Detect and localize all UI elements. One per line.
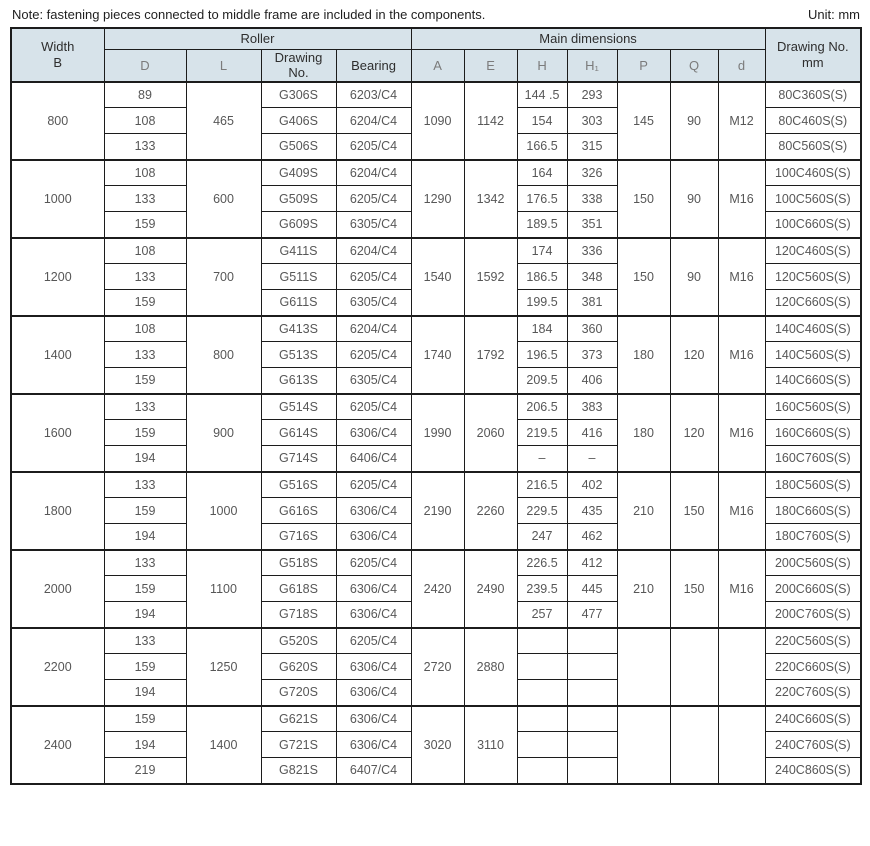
dim-h-cell: 186.5 — [517, 264, 567, 290]
dim-h1-cell: 293 — [567, 82, 617, 108]
bearing-cell: 6306/C4 — [336, 524, 411, 550]
header-col-h: H — [517, 49, 567, 82]
roller-drawing-cell: G721S — [261, 732, 336, 758]
dim-e-cell: 2060 — [464, 394, 517, 472]
roller-d-cell: 89 — [104, 82, 186, 108]
bearing-cell: 6306/C4 — [336, 706, 411, 732]
dim-q-cell: 90 — [670, 238, 718, 316]
roller-drawing-cell: G611S — [261, 290, 336, 316]
dim-a-cell: 1740 — [411, 316, 464, 394]
roller-d-cell: 194 — [104, 446, 186, 472]
roller-d-cell: 108 — [104, 316, 186, 342]
drawing-no-cell: 220C760S(S) — [765, 680, 861, 706]
width-b-cell: 1600 — [11, 394, 104, 472]
drawing-no-cell: 100C660S(S) — [765, 212, 861, 238]
roller-d-cell: 159 — [104, 498, 186, 524]
bearing-cell: 6306/C4 — [336, 680, 411, 706]
dim-p-cell — [617, 706, 670, 784]
width-b-cell: 2200 — [11, 628, 104, 706]
roller-d-cell: 133 — [104, 186, 186, 212]
dim-p-cell: 180 — [617, 316, 670, 394]
drawing-no-cell: 240C760S(S) — [765, 732, 861, 758]
dim-h1-cell — [567, 654, 617, 680]
bearing-cell: 6406/C4 — [336, 446, 411, 472]
bearing-cell: 6306/C4 — [336, 498, 411, 524]
dim-h-cell: 176.5 — [517, 186, 567, 212]
dim-a-cell: 2420 — [411, 550, 464, 628]
roller-d-cell: 159 — [104, 576, 186, 602]
dim-q-cell: 90 — [670, 160, 718, 238]
drawing-no-cell: 180C760S(S) — [765, 524, 861, 550]
dim-p-cell: 150 — [617, 160, 670, 238]
dim-h-cell: 174 — [517, 238, 567, 264]
table-row — [11, 238, 861, 264]
roller-d-cell: 159 — [104, 420, 186, 446]
drawing-no-cell: 200C560S(S) — [765, 550, 861, 576]
dim-p-cell: 210 — [617, 472, 670, 550]
bearing-cell: 6204/C4 — [336, 160, 411, 186]
bearing-cell: 6205/C4 — [336, 186, 411, 212]
table-row — [11, 394, 861, 420]
dim-h-cell: 226.5 — [517, 550, 567, 576]
roller-d-cell: 108 — [104, 238, 186, 264]
roller-d-cell: 133 — [104, 264, 186, 290]
drawing-no-cell: 80C360S(S) — [765, 82, 861, 108]
roller-drawing-cell: G509S — [261, 186, 336, 212]
dim-d-thread-cell: M16 — [718, 550, 765, 628]
dim-h-cell: 229.5 — [517, 498, 567, 524]
dim-h-cell — [517, 732, 567, 758]
dim-h1-cell: 477 — [567, 602, 617, 628]
header-col-d-thread: d — [718, 49, 765, 82]
roller-drawing-cell: G620S — [261, 654, 336, 680]
drawing-no-cell: 180C560S(S) — [765, 472, 861, 498]
dim-h-cell: 154 — [517, 108, 567, 134]
header-col-q: Q — [670, 49, 718, 82]
roller-l-cell: 1000 — [186, 472, 261, 550]
roller-drawing-cell: G718S — [261, 602, 336, 628]
dim-h1-cell: 338 — [567, 186, 617, 212]
dim-h-cell: 209.5 — [517, 368, 567, 394]
roller-drawing-cell: G714S — [261, 446, 336, 472]
drawing-no-cell: 160C760S(S) — [765, 446, 861, 472]
bearing-cell: 6204/C4 — [336, 238, 411, 264]
drawing-no-cell: 240C860S(S) — [765, 758, 861, 784]
roller-drawing-cell: G506S — [261, 134, 336, 160]
dim-d-thread-cell: M16 — [718, 238, 765, 316]
drawing-no-cell: 160C660S(S) — [765, 420, 861, 446]
header-col-l: L — [186, 49, 261, 82]
dim-h1-cell: 336 — [567, 238, 617, 264]
roller-d-cell: 194 — [104, 732, 186, 758]
bearing-cell: 6305/C4 — [336, 290, 411, 316]
dim-e-cell: 2880 — [464, 628, 517, 706]
bearing-cell: 6306/C4 — [336, 576, 411, 602]
roller-drawing-cell: G621S — [261, 706, 336, 732]
header-col-a: A — [411, 49, 464, 82]
dim-h1-cell: 412 — [567, 550, 617, 576]
drawing-no-cell: 140C660S(S) — [765, 368, 861, 394]
dim-q-cell — [670, 628, 718, 706]
dim-d-thread-cell: M16 — [718, 472, 765, 550]
roller-d-cell: 194 — [104, 524, 186, 550]
dim-h-cell: 206.5 — [517, 394, 567, 420]
roller-drawing-cell: G616S — [261, 498, 336, 524]
roller-drawing-cell: G406S — [261, 108, 336, 134]
roller-drawing-cell: G821S — [261, 758, 336, 784]
width-b-cell: 2000 — [11, 550, 104, 628]
width-b-cell: 1800 — [11, 472, 104, 550]
roller-drawing-cell: G613S — [261, 368, 336, 394]
roller-l-cell: 700 — [186, 238, 261, 316]
roller-l-cell: 600 — [186, 160, 261, 238]
dim-d-thread-cell: M16 — [718, 316, 765, 394]
table-header — [11, 28, 861, 82]
dim-e-cell: 3110 — [464, 706, 517, 784]
roller-drawing-cell: G514S — [261, 394, 336, 420]
dim-h-cell — [517, 758, 567, 784]
dim-h-cell — [517, 628, 567, 654]
bearing-cell: 6205/C4 — [336, 134, 411, 160]
dim-h-cell: 216.5 — [517, 472, 567, 498]
table-row — [11, 628, 861, 654]
dim-d-thread-cell — [718, 706, 765, 784]
bearing-cell: 6204/C4 — [336, 316, 411, 342]
header-col-d-diameter: D — [104, 49, 186, 82]
header-drawing-no-mm: Drawing No. mm — [765, 28, 861, 82]
dim-a-cell: 1290 — [411, 160, 464, 238]
roller-d-cell: 159 — [104, 368, 186, 394]
roller-d-cell: 108 — [104, 108, 186, 134]
dim-h1-cell — [567, 706, 617, 732]
drawing-no-cell: 220C660S(S) — [765, 654, 861, 680]
width-b-cell: 1200 — [11, 238, 104, 316]
roller-drawing-cell: G716S — [261, 524, 336, 550]
bearing-cell: 6205/C4 — [336, 550, 411, 576]
dim-h1-cell: 315 — [567, 134, 617, 160]
bearing-cell: 6205/C4 — [336, 472, 411, 498]
dim-p-cell: 150 — [617, 238, 670, 316]
dim-h1-cell: 373 — [567, 342, 617, 368]
drawing-no-cell: 180C660S(S) — [765, 498, 861, 524]
dim-h-cell: 164 — [517, 160, 567, 186]
roller-drawing-cell: G720S — [261, 680, 336, 706]
dim-q-cell: 150 — [670, 550, 718, 628]
dim-h-cell: 219.5 — [517, 420, 567, 446]
dim-a-cell: 2190 — [411, 472, 464, 550]
drawing-no-cell: 140C560S(S) — [765, 342, 861, 368]
dim-q-cell: 120 — [670, 394, 718, 472]
dim-h1-cell: 303 — [567, 108, 617, 134]
bearing-cell: 6203/C4 — [336, 82, 411, 108]
dim-h1-cell: 402 — [567, 472, 617, 498]
dim-a-cell: 2720 — [411, 628, 464, 706]
roller-l-cell: 465 — [186, 82, 261, 160]
dim-q-cell: 150 — [670, 472, 718, 550]
bearing-cell: 6205/C4 — [336, 342, 411, 368]
width-b-cell: 2400 — [11, 706, 104, 784]
dim-h1-cell — [567, 758, 617, 784]
header-col-p: P — [617, 49, 670, 82]
roller-l-cell: 900 — [186, 394, 261, 472]
roller-drawing-cell: G614S — [261, 420, 336, 446]
roller-drawing-cell: G411S — [261, 238, 336, 264]
dim-h1-cell: 381 — [567, 290, 617, 316]
table-body — [11, 82, 861, 784]
roller-drawing-cell: G516S — [261, 472, 336, 498]
drawing-no-cell: 200C660S(S) — [765, 576, 861, 602]
drawing-no-cell: 220C560S(S) — [765, 628, 861, 654]
dim-a-cell: 1090 — [411, 82, 464, 160]
dim-h1-cell — [567, 628, 617, 654]
dim-h1-cell — [567, 732, 617, 758]
roller-drawing-cell: G520S — [261, 628, 336, 654]
drawing-no-cell: 100C460S(S) — [765, 160, 861, 186]
table-row — [11, 316, 861, 342]
drawing-no-cell: 200C760S(S) — [765, 602, 861, 628]
roller-d-cell: 159 — [104, 212, 186, 238]
dim-h-cell — [517, 680, 567, 706]
header-col-bearing: Bearing — [336, 49, 411, 82]
roller-drawing-cell: G413S — [261, 316, 336, 342]
drawing-no-cell: 140C460S(S) — [765, 316, 861, 342]
roller-d-cell: 159 — [104, 706, 186, 732]
bearing-cell: 6205/C4 — [336, 394, 411, 420]
dim-h-cell: 239.5 — [517, 576, 567, 602]
roller-l-cell: 1100 — [186, 550, 261, 628]
bearing-cell: 6306/C4 — [336, 654, 411, 680]
unit-label: Unit: mm — [808, 7, 860, 22]
dim-a-cell: 1990 — [411, 394, 464, 472]
dim-h-cell: 196.5 — [517, 342, 567, 368]
dim-h1-cell: 435 — [567, 498, 617, 524]
drawing-no-cell: 240C660S(S) — [765, 706, 861, 732]
bearing-cell: 6305/C4 — [336, 212, 411, 238]
width-b-cell: 800 — [11, 82, 104, 160]
drawing-no-cell: 120C660S(S) — [765, 290, 861, 316]
header-col-e: E — [464, 49, 517, 82]
dim-h-cell: 144 .5 — [517, 82, 567, 108]
dim-h-cell: – — [517, 446, 567, 472]
header-col-h1: H₁ — [567, 49, 617, 82]
dim-e-cell: 1342 — [464, 160, 517, 238]
bearing-cell: 6205/C4 — [336, 264, 411, 290]
dim-q-cell: 120 — [670, 316, 718, 394]
dim-h1-cell: 348 — [567, 264, 617, 290]
dim-a-cell: 1540 — [411, 238, 464, 316]
roller-d-cell: 194 — [104, 602, 186, 628]
header-main-dimensions-group: Main dimensions — [411, 28, 765, 49]
drawing-no-cell: 100C560S(S) — [765, 186, 861, 212]
roller-l-cell: 800 — [186, 316, 261, 394]
dim-p-cell: 180 — [617, 394, 670, 472]
table-row — [11, 550, 861, 576]
roller-dimensions-table — [10, 27, 862, 785]
roller-d-cell: 108 — [104, 160, 186, 186]
drawing-no-cell: 80C460S(S) — [765, 108, 861, 134]
roller-drawing-cell: G513S — [261, 342, 336, 368]
roller-l-cell: 1400 — [186, 706, 261, 784]
dim-h1-cell: 416 — [567, 420, 617, 446]
roller-d-cell: 133 — [104, 550, 186, 576]
table-row — [11, 82, 861, 108]
table-caption-bar — [10, 5, 860, 27]
roller-d-cell: 219 — [104, 758, 186, 784]
note-text: Note: fastening pieces connected to middle frame are included in the components. — [12, 7, 486, 22]
bearing-cell: 6306/C4 — [336, 602, 411, 628]
dim-e-cell: 2490 — [464, 550, 517, 628]
roller-l-cell: 1250 — [186, 628, 261, 706]
roller-drawing-cell: G306S — [261, 82, 336, 108]
dim-e-cell: 1142 — [464, 82, 517, 160]
drawing-no-cell: 120C560S(S) — [765, 264, 861, 290]
header-width-b: Width B — [11, 28, 104, 82]
roller-d-cell: 133 — [104, 342, 186, 368]
dim-h1-cell: 406 — [567, 368, 617, 394]
dim-e-cell: 2260 — [464, 472, 517, 550]
roller-d-cell: 159 — [104, 654, 186, 680]
dim-q-cell — [670, 706, 718, 784]
dim-p-cell: 145 — [617, 82, 670, 160]
roller-drawing-cell: G618S — [261, 576, 336, 602]
dim-d-thread-cell: M16 — [718, 160, 765, 238]
roller-d-cell: 159 — [104, 290, 186, 316]
width-b-cell: 1000 — [11, 160, 104, 238]
dim-h-cell: 257 — [517, 602, 567, 628]
dim-h1-cell: 445 — [567, 576, 617, 602]
roller-drawing-cell: G609S — [261, 212, 336, 238]
dim-h-cell: 189.5 — [517, 212, 567, 238]
dim-h-cell: 184 — [517, 316, 567, 342]
drawing-no-cell: 120C460S(S) — [765, 238, 861, 264]
dim-a-cell: 3020 — [411, 706, 464, 784]
dim-h-cell — [517, 706, 567, 732]
dim-p-cell — [617, 628, 670, 706]
dim-h-cell: 247 — [517, 524, 567, 550]
drawing-no-cell: 160C560S(S) — [765, 394, 861, 420]
table-row — [11, 160, 861, 186]
roller-drawing-cell: G409S — [261, 160, 336, 186]
dim-h1-cell — [567, 680, 617, 706]
bearing-cell: 6306/C4 — [336, 420, 411, 446]
dim-e-cell: 1792 — [464, 316, 517, 394]
roller-d-cell: 133 — [104, 394, 186, 420]
table-row — [11, 472, 861, 498]
width-b-cell: 1400 — [11, 316, 104, 394]
bearing-cell: 6306/C4 — [336, 732, 411, 758]
dim-p-cell: 210 — [617, 550, 670, 628]
dim-h-cell: 199.5 — [517, 290, 567, 316]
dim-d-thread-cell — [718, 628, 765, 706]
dim-h-cell — [517, 654, 567, 680]
roller-drawing-cell: G511S — [261, 264, 336, 290]
dim-h-cell: 166.5 — [517, 134, 567, 160]
dim-h1-cell: 462 — [567, 524, 617, 550]
dim-h1-cell: – — [567, 446, 617, 472]
bearing-cell: 6407/C4 — [336, 758, 411, 784]
dim-h1-cell: 351 — [567, 212, 617, 238]
roller-d-cell: 133 — [104, 628, 186, 654]
dim-q-cell: 90 — [670, 82, 718, 160]
header-col-roller-drawing-no: Drawing No. — [261, 49, 336, 82]
bearing-cell: 6205/C4 — [336, 628, 411, 654]
header-row-groups — [11, 28, 861, 49]
roller-d-cell: 133 — [104, 134, 186, 160]
dim-d-thread-cell: M12 — [718, 82, 765, 160]
drawing-no-cell: 80C560S(S) — [765, 134, 861, 160]
dim-h1-cell: 360 — [567, 316, 617, 342]
dim-h1-cell: 383 — [567, 394, 617, 420]
roller-drawing-cell: G518S — [261, 550, 336, 576]
bearing-cell: 6305/C4 — [336, 368, 411, 394]
roller-d-cell: 133 — [104, 472, 186, 498]
header-roller-group: Roller — [104, 28, 411, 49]
dim-e-cell: 1592 — [464, 238, 517, 316]
roller-d-cell: 194 — [104, 680, 186, 706]
dim-d-thread-cell: M16 — [718, 394, 765, 472]
bearing-cell: 6204/C4 — [336, 108, 411, 134]
header-row-columns — [11, 49, 861, 82]
dim-h1-cell: 326 — [567, 160, 617, 186]
table-row — [11, 706, 861, 732]
